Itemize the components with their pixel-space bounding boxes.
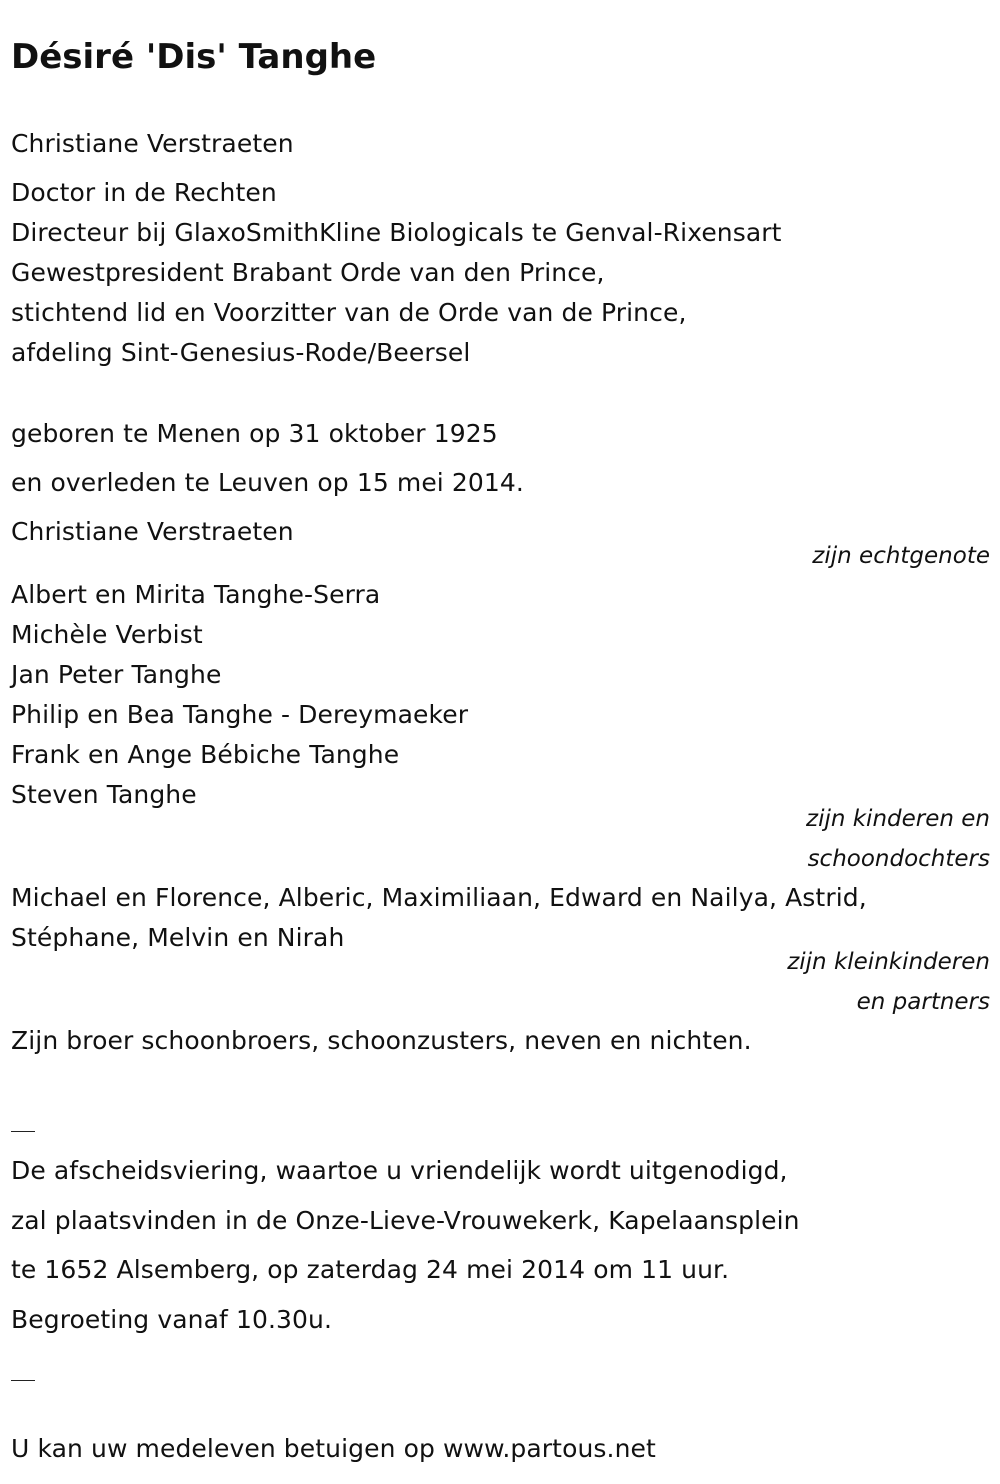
bio-line: afdeling Sint-Genesius-Rode/Beersel [11, 338, 471, 367]
child-name: Frank en Ange Bébiche Tanghe [11, 740, 400, 769]
child-name: Michèle Verbist [11, 620, 203, 649]
child-name: Jan Peter Tanghe [11, 660, 222, 689]
grandchildren-role: zijn kleinkinderen [787, 949, 990, 975]
separator [11, 1380, 35, 1381]
bio-line: Gewestpresident Brabant Orde van den Prince, [11, 258, 605, 287]
spouse-role: zijn echtgenote [812, 543, 990, 569]
grandchildren-role: en partners [856, 989, 990, 1015]
bio-line: Directeur bij GlaxoSmithKline Biologicals te Genval-Rixensart [11, 218, 782, 247]
birth-line: geboren te Menen op 31 oktober 1925 [11, 419, 498, 448]
separator [11, 1131, 35, 1132]
bio-line: stichtend lid en Voorzitter van de Orde van de Prince, [11, 298, 687, 327]
spouse-name: Christiane Verstraeten [11, 517, 294, 546]
ceremony-line: Begroeting vanaf 10.30u. [11, 1305, 333, 1334]
children-role: schoondochters [807, 846, 990, 872]
death-line: en overleden te Leuven op 15 mei 2014. [11, 468, 524, 497]
extended-family: Zijn broer schoonbroers, schoonzusters, neven en nichten. [11, 1026, 752, 1055]
bio-line: Doctor in de Rechten [11, 178, 277, 207]
child-name: Albert en Mirita Tanghe-Serra [11, 580, 381, 609]
ceremony-line: te 1652 Alsemberg, op zaterdag 24 mei 2014 om 11 uur. [11, 1255, 730, 1284]
child-name: Steven Tanghe [11, 780, 197, 809]
ceremony-line: De afscheidsviering, waartoe u vriendelijk wordt uitgenodigd, [11, 1156, 788, 1185]
condolence-line: U kan uw medeleven betuigen op www.partous.net [11, 1434, 656, 1463]
grandchildren-names: Michael en Florence, Alberic, Maximiliaan, Edward en Nailya, Astrid, [11, 883, 867, 912]
spouse-name-top: Christiane Verstraeten [11, 129, 294, 158]
grandchildren-names: Stéphane, Melvin en Nirah [11, 923, 345, 952]
ceremony-line: zal plaatsvinden in de Onze-Lieve-Vrouwekerk, Kapelaansplein [11, 1206, 800, 1235]
obituary-title: Désiré 'Dis' Tanghe [11, 37, 377, 77]
children-role: zijn kinderen en [806, 806, 990, 832]
child-name: Philip en Bea Tanghe - Dereymaeker [11, 700, 469, 729]
